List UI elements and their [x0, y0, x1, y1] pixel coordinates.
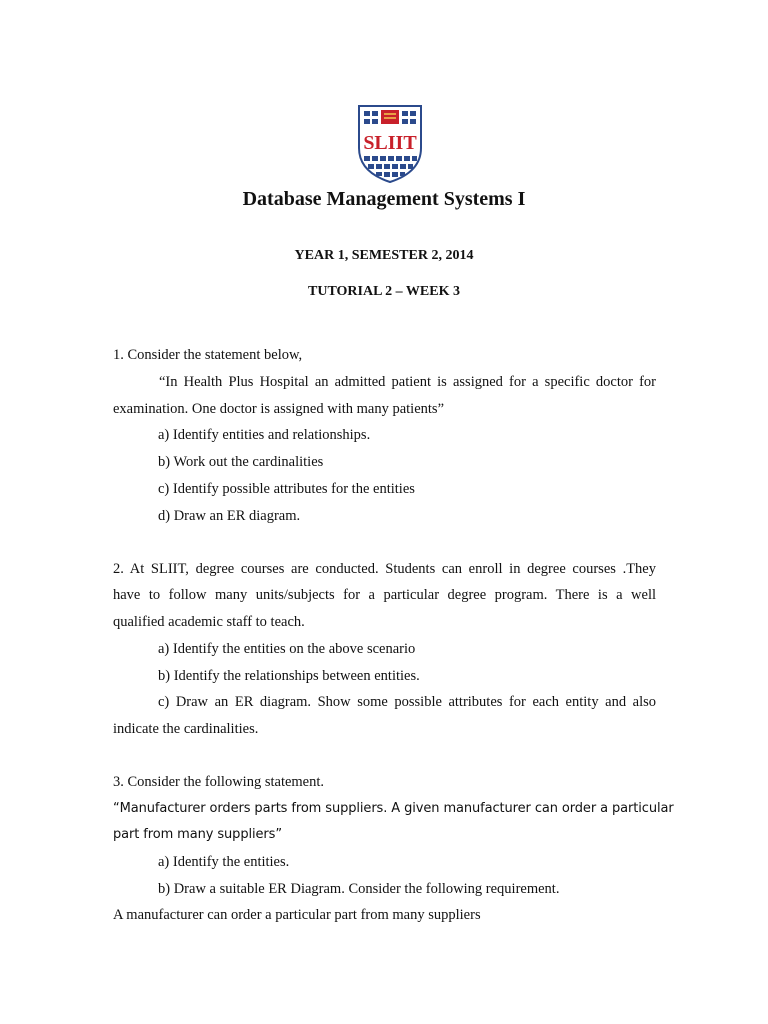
q3-requirement: A manufacturer can order a particular part from many suppliers	[113, 907, 481, 923]
q2-text-line1: 2. At SLIIT, degree courses are conducted. Students can enroll in degree courses .They	[113, 561, 656, 577]
q2-item-c-continued: indicate the cardinalities.	[113, 721, 259, 737]
year-semester: YEAR 1, SEMESTER 2, 2014	[294, 248, 474, 263]
q1-item-a: a) Identify entities and relationships.	[158, 427, 371, 443]
q1-statement-line2: examination. One doctor is assigned with many patients”	[113, 401, 445, 417]
q2-text-line2: have to follow many units/subjects for a particular degree program. There is a well	[113, 587, 656, 603]
q2-item-c: c) Draw an ER diagram. Show some possible attributes for each entity and also	[158, 694, 656, 710]
q3-statement-line2: part from many suppliers”	[113, 827, 282, 842]
tutorial-week: TUTORIAL 2 – WEEK 3	[308, 284, 460, 299]
q3-item-a: a) Identify the entities.	[158, 854, 290, 870]
q2-item-a: a) Identify the entities on the above scenario	[158, 641, 416, 657]
q3-statement-line1: “Manufacturer orders parts from suppliers. A given manufacturer can order a particular	[113, 801, 674, 816]
document-title: Database Management Systems I	[242, 188, 526, 210]
q1-item-d: d) Draw an ER diagram.	[158, 508, 301, 524]
q1-statement-line1: “In Health Plus Hospital an admitted patient is assigned for a specific doctor for	[159, 374, 656, 390]
q2-text-line3: qualified academic staff to teach.	[113, 614, 305, 630]
q1-item-b: b) Work out the cardinalities	[158, 454, 324, 470]
q3-intro: 3. Consider the following statement.	[113, 774, 325, 790]
sliit-logo	[357, 104, 423, 184]
q1-intro: 1. Consider the statement below,	[113, 347, 303, 363]
q2-item-b: b) Identify the relationships between entities.	[158, 668, 420, 684]
q3-item-b: b) Draw a suitable ER Diagram. Consider the following requirement.	[158, 881, 560, 897]
logo-lettering: SLIIT	[363, 132, 417, 154]
q1-item-c: c) Identify possible attributes for the entities	[158, 481, 415, 497]
